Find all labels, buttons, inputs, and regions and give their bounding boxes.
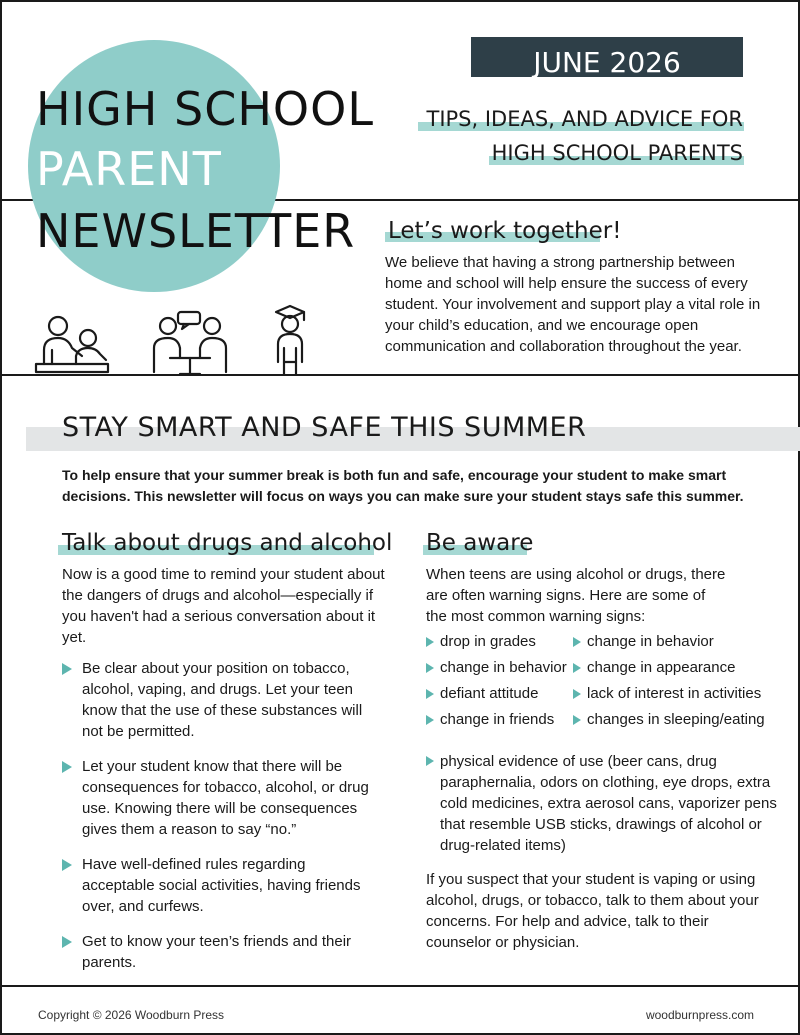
warning-sign-item: change in behavior [426,659,567,676]
right-closing-paragraph: If you suspect that your student is vaping or using alcohol, drugs, or tobacco, talk to them about your concerns. For help and advice, talk to their counselor or physician. [426,871,759,951]
tagline-line-1: TIPS, IDEAS, AND ADVICE FOR [426,107,743,131]
left-heading: Talk about drugs and alcohol [62,530,393,556]
bullet-triangle-icon [62,761,72,773]
copyright: Copyright © 2026 Woodburn Press [38,1008,225,1022]
warning-sign-item: lack of interest in activities [573,685,761,702]
warning-sign-item: change in appearance [573,659,735,676]
warning-sign-item: change in friends [426,711,554,728]
section-title: STAY SMART AND SAFE THIS SUMMER [62,412,587,443]
right-paragraph: When teens are using alcohol or drugs, there are often warning signs. Here are some of the most common warning signs: [426,566,726,625]
bullet-triangle-icon [426,637,434,647]
warning-sign-item: defiant attitude [426,685,538,702]
masthead-title-line-1: HIGH SCHOOL [36,82,374,136]
illustrations [30,302,320,380]
bullet-triangle-icon [573,637,581,647]
masthead-title-line-3: NEWSLETTER [36,204,356,258]
top-rule [0,0,800,2]
feature-intro: To help ensure that your summer break is both fun and safe, encourage your student to make smart decisions. This newsletter will focus on ways you can make sure your student stays safe this summer. [62,467,744,504]
people-at-desk-icon [36,317,108,372]
warning-sign-item: changes in sleeping/eating [573,711,765,728]
bullet-triangle-icon [62,663,72,675]
warning-sign-item: drop in grades [426,633,536,650]
list-item: Be clear about your position on tobacco, alcohol, vaping, and drugs. Let your teen know that the use of these substances will not be permitted. [62,658,380,742]
list-item: Have well-defined rules regarding acceptable social activities, having friends over, and curfews. [62,854,380,917]
bullet-triangle-icon [573,715,581,725]
bullet-triangle-icon [573,689,581,699]
bullet-triangle-icon [426,756,434,766]
masthead-title-line-2: PARENT [36,142,222,196]
warning-sign-item: change in behavior [573,633,714,650]
list-item: Get to know your teen’s friends and their parents. [62,931,380,973]
bullet-triangle-icon [426,663,434,673]
bullet-triangle-icon [62,936,72,948]
conversation-at-table-icon [154,312,226,374]
graduate-icon [276,306,304,374]
tagline-line-2: HIGH SCHOOL PARENTS [491,141,743,165]
intro-heading: Let’s work together! [388,218,622,244]
intro-paragraph: We believe that having a strong partnership between home and school will help ensure the success of every student. Your involvement and support play a vital role in your child’s education, and we encourage open communication and collaboration throughout the year. [385,254,761,355]
website-link[interactable]: woodburnpress.com [645,1008,754,1022]
left-bullet-list [62,658,380,987]
bullet-triangle-icon [62,859,72,871]
bullet-triangle-icon [426,715,434,725]
evidence-bullet: physical evidence of use (beer cans, drug paraphernalia, odors on clothing, eye drops, extra cold medicines, extra aerosol cans, vaporizer pens that resemble USB sticks, drawings of alcohol or drug-related items) [426,751,786,856]
bullet-triangle-icon [426,689,434,699]
issue-date: JUNE 2026 [471,37,743,77]
right-heading: Be aware [426,530,534,556]
bullet-triangle-icon [573,663,581,673]
list-item: Let your student know that there will be consequences for tobacco, alcohol, or drug use. Knowing there will be consequences gives them a reason to say “no.” [62,756,380,840]
left-paragraph: Now is a good time to remind your student about the dangers of drugs and alcohol—especially if you haven't had a serious conversation about it yet. [62,566,385,646]
page-border-left [0,0,2,1035]
